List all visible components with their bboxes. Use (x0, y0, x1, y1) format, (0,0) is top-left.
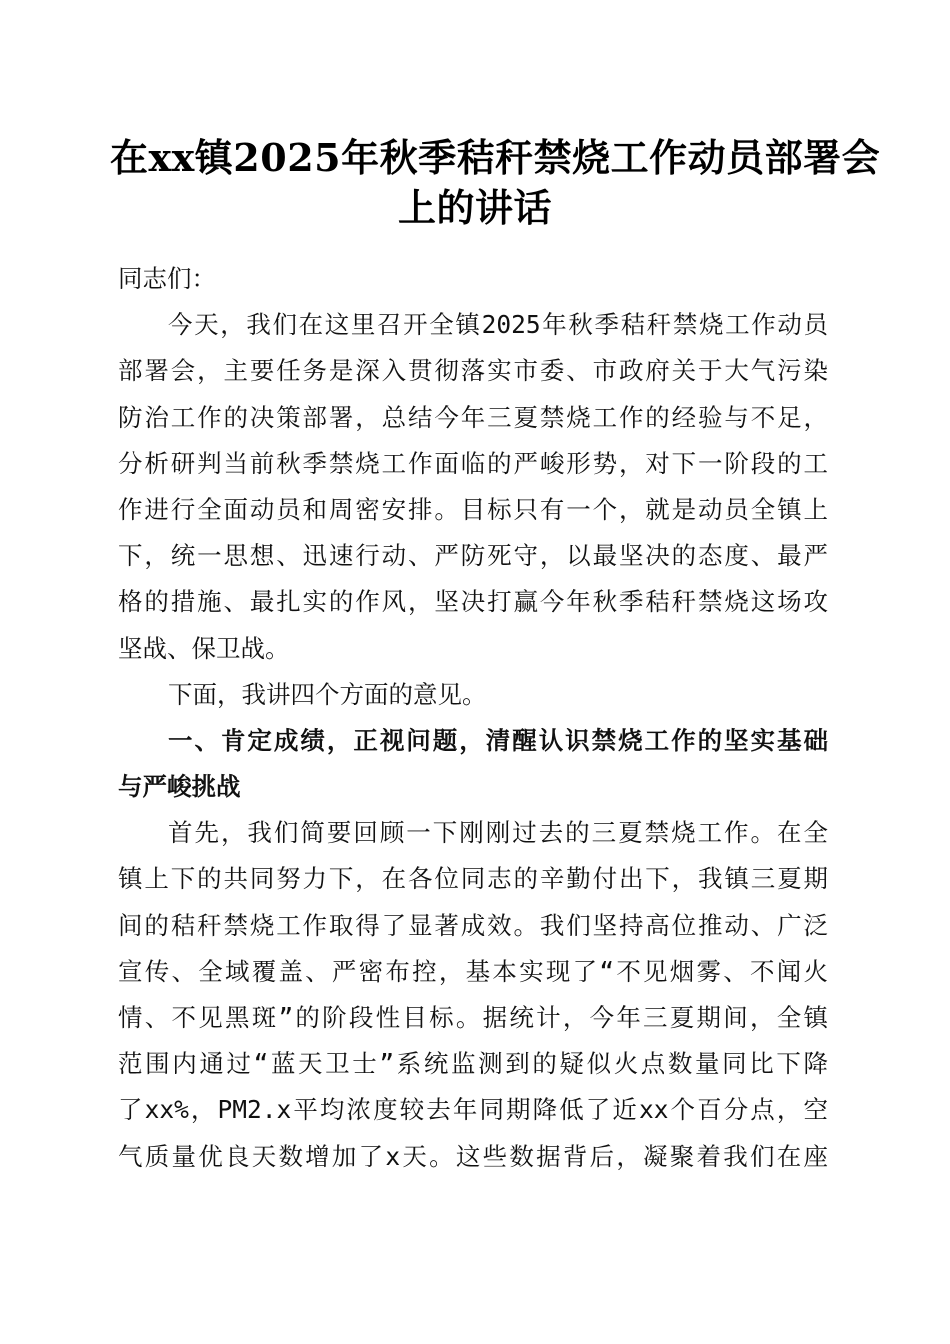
title-line-1: 在xx镇2025年秋季秸秆禁烧工作动员部署会 (110, 135, 881, 180)
paragraph-line: 部署会，主要任务是深入贯彻落实市委、市政府关于大气污染 (118, 356, 828, 386)
section-1-paragraph (118, 810, 828, 1180)
document-body (118, 256, 828, 1180)
paragraph-line: 今天，我们在这里召开全镇2025年秋季秸秆禁烧工作动员 (168, 310, 828, 340)
title-line-2: 上的讲话 (397, 185, 552, 230)
paragraph-line: 气质量优良天数增加了x天。这些数据背后，凝聚着我们在座 (118, 1141, 828, 1171)
paragraph-line: 情、不见黑斑”的阶段性目标。据统计，今年三夏期间，全镇 (118, 1003, 828, 1032)
paragraph-line: 格的措施、最扎实的作风，坚决打赢今年秋季秸秆禁烧这场攻 (118, 587, 828, 617)
section-1-heading (118, 718, 828, 810)
paragraph-line: 镇上下的共同努力下，在各位同志的辛勤付出下，我镇三夏期 (118, 864, 828, 894)
document-title (110, 133, 881, 233)
heading-line: 一、肯定成绩，正视问题，清醒认识禁烧工作的坚实基础 (168, 725, 828, 755)
paragraph-line: 防治工作的决策部署，总结今年三夏禁烧工作的经验与不足， (118, 402, 828, 432)
paragraph-line: 首先，我们简要回顾一下刚刚过去的三夏禁烧工作。在全 (168, 818, 828, 848)
paragraph-line: 范围内通过“蓝天卫士”系统监测到的疑似火点数量同比下降 (118, 1049, 828, 1079)
salutation: 同志们： (118, 264, 216, 293)
heading-line: 与严峻挑战 (118, 772, 241, 802)
paragraph-line: 坚战、保卫战。 (118, 633, 290, 663)
paragraph-line: 下，统一思想、迅速行动、严防死守，以最坚决的态度、最严 (118, 541, 828, 571)
paragraph-line: 分析研判当前秋季禁烧工作面临的严峻形势，对下一阶段的工 (118, 448, 828, 478)
paragraph-line: 了xx%，PM2.x平均浓度较去年同期降低了近xx个百分点，空 (118, 1095, 828, 1125)
paragraph-line: 宣传、全域覆盖、严密布控，基本实现了“不见烟雾、不闻火 (118, 956, 828, 986)
paragraph-line: 作进行全面动员和周密安排。目标只有一个，就是动员全镇上 (118, 494, 828, 524)
transition-paragraph: 下面，我讲四个方面的意见。 (168, 679, 487, 709)
paragraph-line: 间的秸秆禁烧工作取得了显著成效。我们坚持高位推动、广泛 (118, 910, 828, 940)
intro-paragraph (118, 302, 828, 672)
